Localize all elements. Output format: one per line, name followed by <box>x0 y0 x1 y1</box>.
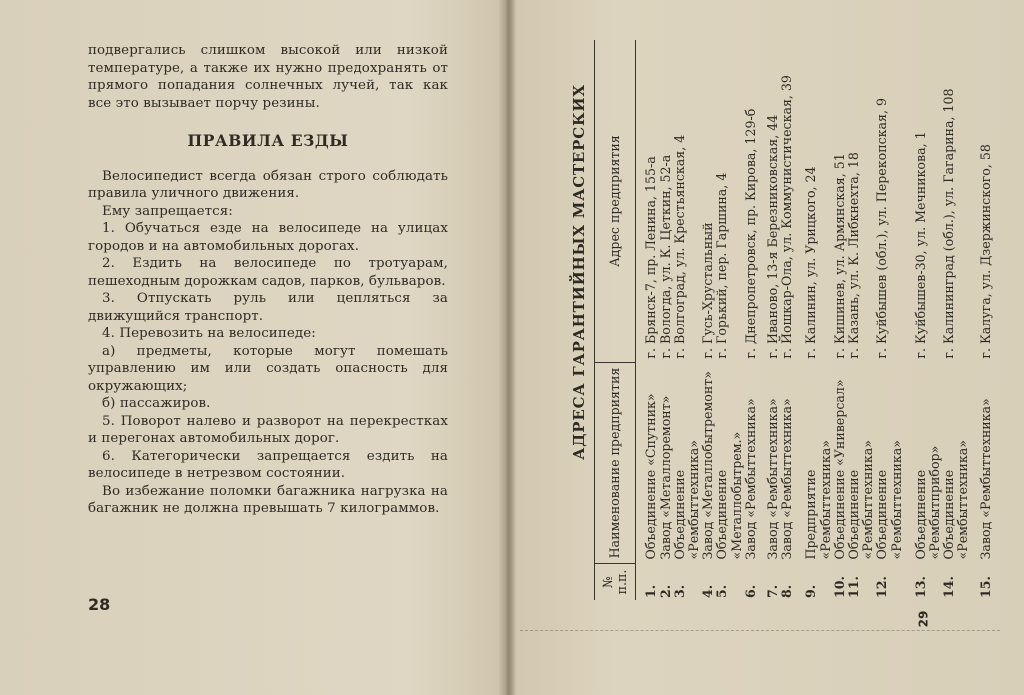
rule-subitem: а) предметы, которые могут помешать управлению им или создать опасность для окружающих; <box>88 343 448 394</box>
row-address: г. Казань, ул. К. Либкнехта, 18 <box>846 152 862 359</box>
row-address: г. Горький, пер. Гаршина, 4 <box>714 172 730 359</box>
row-address: г. Йошкар-Ола, ул. Коммунистическая, 39 <box>779 75 795 359</box>
row-address: г. Иваново, 13-я Березниковская, 44 <box>765 114 781 359</box>
page-number-right: 29 <box>916 610 931 628</box>
row-name: Объединение «Рембытприбор» <box>912 445 943 560</box>
row-address: г. Брянск-7, пр. Ленина, 155-а <box>643 156 659 359</box>
table-row <box>904 40 942 600</box>
row-number: 7. <box>765 584 781 598</box>
row-name: Предприятие «Рембыттехника» <box>803 440 833 560</box>
rule-item: 2. Ездить на велосипеде по тротуарам, пешеходным дорожкам садов, парков, бульваров. <box>88 256 448 289</box>
row-address: г. Кишинев, ул. Армянская, 51 <box>831 153 847 359</box>
row-number: 5. <box>714 584 730 598</box>
left-page <box>0 0 505 695</box>
row-address: г. Калуга, ул. Дзержинского, 58 <box>977 144 993 359</box>
column-header-name: Наименование предприятия <box>595 363 636 564</box>
rule-subitem: б) пассажиров. <box>102 396 211 411</box>
closing-paragraph: Во избежание поломки багажника нагрузка на багажник не должна превышать 7 килограммов. <box>88 483 448 516</box>
table-row <box>875 40 903 600</box>
table-row <box>847 40 875 600</box>
rotated-table-area <box>570 40 993 600</box>
row-number: 1. <box>643 584 659 598</box>
row-number: 3. <box>671 584 687 598</box>
row-name: Объединение «Рембыттехника» <box>941 440 971 560</box>
row-address: г. Куйбышев-30, ул. Мечникова, 1 <box>912 131 928 359</box>
row-address: г. Куйбышев (обл.), ул. Перекопская, 9 <box>874 97 890 359</box>
table-row <box>794 40 832 600</box>
rule-item: 4. Перевозить на велосипеде: <box>102 326 316 341</box>
row-name: Завод «Рембыттехника» <box>977 398 993 560</box>
row-name: Объединение «Спутник» <box>643 393 659 560</box>
table-row <box>780 40 794 600</box>
row-address: г. Вологда, ул. К. Цеткин, 52-а <box>657 154 673 359</box>
row-number: 9. <box>803 584 819 598</box>
table-header-row <box>595 40 636 600</box>
rule-item: 5. Поворот налево и разворот на перекрестках и перегонах автомобильных дорог. <box>88 413 448 446</box>
row-number: 2. <box>657 584 673 598</box>
workshops-table <box>594 40 993 600</box>
table-row <box>744 40 758 600</box>
row-address: г. Калинин, ул. Урицкого, 24 <box>803 166 819 359</box>
table-title: АДРЕСА ГАРАНТИЙНЫХ МАСТЕРСКИХ <box>570 84 588 460</box>
row-address: г. Гусь-Хрустальный <box>700 222 716 359</box>
forbidden-intro: Ему запрещается: <box>102 203 233 219</box>
table-row <box>971 40 993 600</box>
row-name: Завод «Рембыттехника» <box>765 398 781 560</box>
rule-item: 3. Отпускать руль или цепляться за движущийся транспорт. <box>88 291 448 324</box>
row-number: 8. <box>779 584 795 598</box>
row-name: Объединение «Универсал» <box>831 379 847 560</box>
row-name: Объединение «Рембыттехника» <box>874 440 904 560</box>
row-number: 15. <box>977 576 993 598</box>
rule-item: 1. Обучаться езде на велосипеде на улицах городов и на автомобильных дорогах. <box>88 221 448 254</box>
table-row <box>942 40 970 600</box>
rules-intro: Велосипедист всегда обязан строго соблюдать правила уличного движения. <box>88 168 448 201</box>
paragraph-rubber: подвергались слишком высокой или низкой температуре, а также их нужно предохранять от прямого попадания солнечных лучей, так как все это вызывает порчу резины. <box>88 43 448 111</box>
row-address: г. Днепропетровск, пр. Кирова, 129-б <box>742 108 758 359</box>
column-header-address: Адрес предприятия <box>595 40 636 363</box>
book-spine <box>498 0 516 695</box>
row-number: 6. <box>742 584 758 598</box>
row-name: Объединение «Металлобытрем.» <box>714 431 744 560</box>
row-number: 14. <box>941 576 957 598</box>
row-number: 13. <box>912 576 928 598</box>
rule-item: 6. Категорически запрещается ездить на велосипеде в нетрезвом состоянии. <box>88 448 448 481</box>
column-header-number: № п.п. <box>595 563 636 600</box>
table-row <box>673 40 701 600</box>
table-row <box>758 40 780 600</box>
left-page-text <box>88 42 448 518</box>
row-name: Объединение «Рембыттехника» <box>671 440 702 560</box>
row-name: Завод «Металлоремонт» <box>657 395 673 560</box>
page-number-left: 28 <box>88 595 111 614</box>
row-number: 4. <box>700 584 716 598</box>
row-address: г. Волгоград, ул. Крестьянская, 4 <box>671 134 687 359</box>
row-name: Завод «Рембыттехника» <box>742 398 758 560</box>
row-name: Завод «Металлобытремонт» <box>700 371 716 560</box>
page-edge-mark <box>520 630 1000 631</box>
section-title: ПРАВИЛА ЕЗДЫ <box>187 131 349 150</box>
row-name: Завод «Рембыттехника» <box>779 398 795 560</box>
table-row <box>701 40 715 600</box>
table-row <box>715 40 743 600</box>
table-row <box>833 40 847 600</box>
row-number: 12. <box>874 576 890 598</box>
row-name: Объединение «Рембыттехника» <box>846 440 876 560</box>
row-address: г. Калининград (обл.), ул. Гагарина, 108 <box>941 88 957 359</box>
table-row <box>636 40 659 600</box>
row-number: 11. <box>846 576 862 598</box>
row-number: 10. <box>831 576 847 598</box>
table-row <box>659 40 673 600</box>
